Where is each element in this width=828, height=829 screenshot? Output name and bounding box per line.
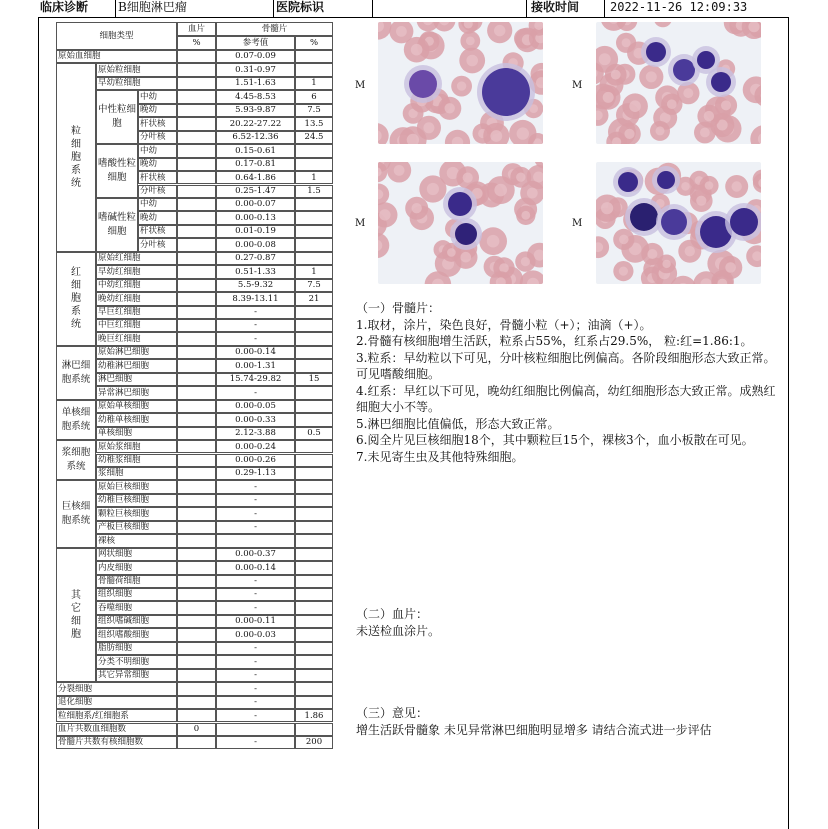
hospital-label: 医院标识	[276, 0, 325, 14]
row-value: 0.5	[295, 427, 333, 440]
row-name: 原始红细胞	[96, 252, 177, 265]
row-blood	[177, 185, 216, 198]
finding-item: 5.淋巴细胞比值偏低，形态大致正常。	[356, 416, 560, 431]
row-value	[295, 655, 333, 668]
row-blood	[177, 306, 216, 319]
row-value: 1	[295, 171, 333, 184]
report-header	[38, 0, 788, 18]
row-value	[295, 601, 333, 614]
row-name: 网状细胞	[96, 548, 177, 561]
micrograph-image	[596, 22, 761, 144]
summary-name: 分裂细胞	[56, 682, 177, 695]
row-name: 产板巨核细胞	[96, 521, 177, 534]
opinion-section	[356, 705, 776, 738]
micrograph-image	[378, 22, 543, 144]
summary-value	[295, 696, 333, 709]
row-blood	[177, 332, 216, 345]
row-blood	[177, 279, 216, 292]
row-ref: -	[216, 642, 295, 655]
diagnosis-value: B细胞淋巴瘤	[118, 0, 187, 14]
row-name: 中幼	[138, 90, 177, 103]
row-name: 中幼	[138, 144, 177, 157]
row-value	[295, 306, 333, 319]
summary-name: 骨髓片共数有核细胞数	[56, 736, 177, 749]
row-blood	[177, 90, 216, 103]
group-eosinophil: 嗜酸性粒细胞	[96, 144, 138, 198]
row-name: 原始巨核细胞	[96, 480, 177, 493]
row-value	[295, 575, 333, 588]
row-value	[295, 252, 333, 265]
row-value: 7.5	[295, 104, 333, 117]
summary-value: 1.86	[295, 709, 333, 722]
cell-count-table	[56, 22, 333, 776]
group-neutrophil: 中性粒细胞	[96, 90, 138, 144]
summary-ref	[216, 723, 295, 736]
row-name: 晚幼	[138, 158, 177, 171]
row-blood	[177, 534, 216, 547]
group-other-label: 其它细胞	[71, 589, 81, 640]
summary-ref: -	[216, 696, 295, 709]
row-value	[295, 534, 333, 547]
row-name: 中幼	[138, 198, 177, 211]
row-value: 1	[295, 265, 333, 278]
row-blood	[177, 252, 216, 265]
row-blood	[177, 171, 216, 184]
row-ref: 6.52-12.36	[216, 131, 295, 144]
frame-left	[38, 17, 39, 829]
row-value	[295, 386, 333, 399]
row-ref: -	[216, 521, 295, 534]
finding-item: 1.取材，涂片，染色良好，骨髓小粒（+）；油滴（+）。	[356, 317, 652, 332]
row-ref: 2.12-3.88	[216, 427, 295, 440]
row-name: 杆状核	[138, 117, 177, 130]
summary-value	[295, 682, 333, 695]
row-ref: -	[216, 575, 295, 588]
micrograph-label: M	[355, 218, 366, 229]
row-value: 15	[295, 373, 333, 386]
row-ref: 0.00-0.08	[216, 238, 295, 251]
header-marrow: 骨髓片	[216, 22, 333, 36]
row-ref: 0.00-0.33	[216, 413, 295, 426]
row-blood	[177, 628, 216, 641]
row-name: 分叶核	[138, 131, 177, 144]
row-ref: -	[216, 386, 295, 399]
receive-time-value: 2022-11-26 12:09:33	[610, 0, 748, 14]
row-ref: 15.74-29.82	[216, 373, 295, 386]
row-blood	[177, 507, 216, 520]
row-blood	[177, 454, 216, 467]
row-name: 幼稚巨核细胞	[96, 494, 177, 507]
row-value	[295, 642, 333, 655]
micrograph-image	[378, 162, 543, 284]
finding-item: 2.骨髓有核细胞增生活跃，粒系占55%，红系占29.5%， 粒:红=1.86:1。	[356, 334, 753, 348]
row-ref: 0.29-1.13	[216, 467, 295, 480]
row-value	[295, 454, 333, 467]
row-blood	[177, 211, 216, 224]
row-value	[295, 144, 333, 157]
row-value: 24.5	[295, 131, 333, 144]
row-value	[295, 440, 333, 453]
row-ref: -	[216, 480, 295, 493]
row-name: 浆细胞	[96, 467, 177, 480]
row-blood	[177, 440, 216, 453]
row-value: 13.5	[295, 117, 333, 130]
marrow-findings	[356, 317, 776, 466]
row-blood	[177, 400, 216, 413]
row-value	[295, 548, 333, 561]
blood-text: 未送检血涂片。	[356, 623, 441, 638]
row-value	[295, 198, 333, 211]
row-ref: 5.93-9.87	[216, 104, 295, 117]
header-marrow-pct: %	[295, 36, 333, 50]
row-name: 晚幼红细胞	[96, 292, 177, 305]
finding-item: 7.未见寄生虫及其他特殊细胞。	[356, 449, 524, 464]
row-ref: -	[216, 507, 295, 520]
marrow-title: （一）骨髓片：	[356, 301, 441, 315]
row-blood	[177, 144, 216, 157]
row-name: 原始血细胞	[56, 50, 177, 63]
opinion-text: 增生活跃骨髓象 未见异常淋巴细胞明显增多 请结合流式进一步评估	[356, 722, 712, 737]
summary-ref: -	[216, 682, 295, 695]
row-ref: -	[216, 319, 295, 332]
row-value	[295, 359, 333, 372]
row-name: 原始粒细胞	[96, 63, 177, 76]
group-lymphoid: 淋巴细胞系统	[56, 346, 96, 400]
row-name: 晚幼	[138, 104, 177, 117]
row-name: 颗粒巨核细胞	[96, 507, 177, 520]
group-monocyte: 单核细胞系统	[56, 400, 96, 440]
row-name: 杆状核	[138, 225, 177, 238]
row-blood	[177, 575, 216, 588]
group-other	[56, 548, 96, 683]
row-blood	[177, 238, 216, 251]
group-granulocyte	[56, 63, 96, 251]
row-name: 组织嗜碱细胞	[96, 615, 177, 628]
row-name: 早幼红细胞	[96, 265, 177, 278]
micrograph-label: M	[355, 80, 366, 91]
row-ref: 0.15-0.61	[216, 144, 295, 157]
row-name: 中幼红细胞	[96, 279, 177, 292]
row-value	[295, 588, 333, 601]
row-name: 单核细胞	[96, 427, 177, 440]
row-value	[295, 480, 333, 493]
row-blood	[177, 77, 216, 90]
row-ref: 0.17-0.81	[216, 158, 295, 171]
row-value	[295, 615, 333, 628]
group-megakaryocyte: 巨核细胞系统	[56, 480, 96, 547]
row-blood	[177, 104, 216, 117]
row-value: 6	[295, 90, 333, 103]
row-value	[295, 50, 333, 63]
row-name: 异常淋巴细胞	[96, 386, 177, 399]
row-name: 中巨红细胞	[96, 319, 177, 332]
row-value	[295, 521, 333, 534]
row-value	[295, 332, 333, 345]
row-name: 分类不明细胞	[96, 655, 177, 668]
row-name: 吞噬细胞	[96, 601, 177, 614]
row-ref: 0.27-0.87	[216, 252, 295, 265]
row-blood	[177, 494, 216, 507]
row-blood	[177, 467, 216, 480]
row-ref: 0.00-0.03	[216, 628, 295, 641]
row-name: 幼稚淋巴细胞	[96, 359, 177, 372]
row-ref: 0.51-1.33	[216, 265, 295, 278]
summary-value: 200	[295, 736, 333, 749]
blood-section	[356, 606, 776, 639]
row-name: 脂肪细胞	[96, 642, 177, 655]
row-blood	[177, 480, 216, 493]
summary-name: 粒细胞系/红细胞系	[56, 709, 177, 722]
row-ref: -	[216, 306, 295, 319]
summary-name: 血片共数血细胞数	[56, 723, 177, 736]
row-blood	[177, 669, 216, 682]
row-blood	[177, 265, 216, 278]
row-name: 早幼粒细胞	[96, 77, 177, 90]
row-name: 内皮细胞	[96, 561, 177, 574]
summary-blood	[177, 709, 216, 722]
row-name: 幼稚浆细胞	[96, 454, 177, 467]
row-name: 幼稚单核细胞	[96, 413, 177, 426]
row-blood	[177, 359, 216, 372]
row-ref: 0.00-0.07	[216, 198, 295, 211]
row-ref: -	[216, 655, 295, 668]
row-name: 分叶核	[138, 238, 177, 251]
row-ref: 5.5-9.32	[216, 279, 295, 292]
summary-blood: 0	[177, 723, 216, 736]
header-cell-type: 细胞类型	[56, 22, 177, 50]
row-ref	[216, 534, 295, 547]
row-name: 分叶核	[138, 185, 177, 198]
row-blood	[177, 292, 216, 305]
row-ref: 0.01-0.19	[216, 225, 295, 238]
row-blood	[177, 158, 216, 171]
row-name: 原始浆细胞	[96, 440, 177, 453]
row-ref: -	[216, 332, 295, 345]
row-value	[295, 158, 333, 171]
row-ref: 0.00-0.37	[216, 548, 295, 561]
row-blood	[177, 198, 216, 211]
row-ref: 0.07-0.09	[216, 50, 295, 63]
row-ref: 0.00-0.05	[216, 400, 295, 413]
row-ref: 0.00-0.11	[216, 615, 295, 628]
row-value	[295, 669, 333, 682]
row-value	[295, 494, 333, 507]
row-ref: 0.64-1.86	[216, 171, 295, 184]
row-ref: 0.00-0.14	[216, 561, 295, 574]
row-name: 早巨红细胞	[96, 306, 177, 319]
row-name: 晚幼	[138, 211, 177, 224]
row-blood	[177, 655, 216, 668]
row-name: 杆状核	[138, 171, 177, 184]
row-value	[295, 346, 333, 359]
row-name: 淋巴细胞	[96, 373, 177, 386]
row-name: 组织嗜酸细胞	[96, 628, 177, 641]
row-ref: -	[216, 601, 295, 614]
row-name: 骨髓荷细胞	[96, 575, 177, 588]
row-ref: 0.31-0.97	[216, 63, 295, 76]
receive-time-label: 接收时间	[531, 0, 580, 14]
row-ref: -	[216, 588, 295, 601]
row-blood	[177, 346, 216, 359]
blood-title: （二）血片：	[356, 607, 429, 621]
row-blood	[177, 642, 216, 655]
row-blood	[177, 561, 216, 574]
finding-item: 6.阅全片见巨核细胞18个，其中颗粒巨15个，裸核3个，血小板散在可见。	[356, 433, 754, 447]
row-blood	[177, 117, 216, 130]
opinion-title: （三）意见：	[356, 706, 429, 720]
row-value	[295, 467, 333, 480]
row-blood	[177, 373, 216, 386]
summary-name: 退化细胞	[56, 696, 177, 709]
header-blood-pct: %	[177, 36, 216, 50]
row-ref: 0.00-0.26	[216, 454, 295, 467]
row-blood	[177, 588, 216, 601]
row-value	[295, 211, 333, 224]
group-erythroid	[56, 252, 96, 346]
row-ref: -	[216, 669, 295, 682]
row-value	[295, 507, 333, 520]
summary-ref: -	[216, 736, 295, 749]
summary-blood	[177, 736, 216, 749]
row-value: 21	[295, 292, 333, 305]
row-name: 组织细胞	[96, 588, 177, 601]
row-value	[295, 413, 333, 426]
row-blood	[177, 319, 216, 332]
row-ref: 0.00-0.24	[216, 440, 295, 453]
micrograph-image	[596, 162, 761, 284]
row-blood	[177, 521, 216, 534]
row-name: 原始淋巴细胞	[96, 346, 177, 359]
row-blood	[177, 131, 216, 144]
row-ref: -	[216, 494, 295, 507]
row-blood	[177, 615, 216, 628]
micrograph-label: M	[572, 80, 583, 91]
row-ref: 20.22-27.22	[216, 117, 295, 130]
header-ref: 参考值	[216, 36, 295, 50]
row-value: 1.5	[295, 185, 333, 198]
row-ref: 0.00-0.13	[216, 211, 295, 224]
row-ref: 4.45-8.53	[216, 90, 295, 103]
row-name: 其它异常细胞	[96, 669, 177, 682]
marrow-section	[356, 300, 776, 465]
row-blood	[177, 386, 216, 399]
row-ref: 0.00-1.31	[216, 359, 295, 372]
micrograph-label: M	[572, 218, 583, 229]
row-ref: 0.00-0.14	[216, 346, 295, 359]
row-value	[295, 400, 333, 413]
row-blood	[177, 413, 216, 426]
group-granulocyte-label: 粒细胞系统	[71, 126, 81, 190]
summary-value	[295, 723, 333, 736]
row-value	[295, 63, 333, 76]
group-erythroid-label: 红细胞系统	[71, 267, 81, 331]
row-ref: 8.39-13.11	[216, 292, 295, 305]
row-value	[295, 319, 333, 332]
row-blood	[177, 63, 216, 76]
row-blood	[177, 548, 216, 561]
finding-item: 3.粒系：早幼粒以下可见，分叶核粒细胞比例偏高。各阶段细胞形态大致正常。可见嗜酸细胞。	[356, 350, 776, 381]
row-value: 1	[295, 77, 333, 90]
row-blood	[177, 50, 216, 63]
row-value	[295, 225, 333, 238]
row-blood	[177, 601, 216, 614]
row-ref: 1.51-1.63	[216, 77, 295, 90]
finding-item: 4.红系：早红以下可见，晚幼红细胞比例偏高，幼红细胞形态大致正常。成熟红细胞大小不等。	[356, 383, 776, 414]
summary-ref: -	[216, 709, 295, 722]
row-blood	[177, 427, 216, 440]
row-blood	[177, 225, 216, 238]
group-plasma: 浆细胞系统	[56, 440, 96, 480]
summary-blood	[177, 682, 216, 695]
row-name: 裸核	[96, 534, 177, 547]
row-value: 7.5	[295, 279, 333, 292]
row-name: 晚巨红细胞	[96, 332, 177, 345]
row-ref: 0.25-1.47	[216, 185, 295, 198]
row-name: 原始单核细胞	[96, 400, 177, 413]
diagnosis-label: 临床诊断	[40, 0, 89, 14]
row-value	[295, 628, 333, 641]
group-basophil: 嗜碱性粒细胞	[96, 198, 138, 252]
summary-blood	[177, 696, 216, 709]
row-value	[295, 238, 333, 251]
frame-right	[788, 17, 789, 829]
row-value	[295, 561, 333, 574]
header-blood: 血片	[177, 22, 216, 36]
